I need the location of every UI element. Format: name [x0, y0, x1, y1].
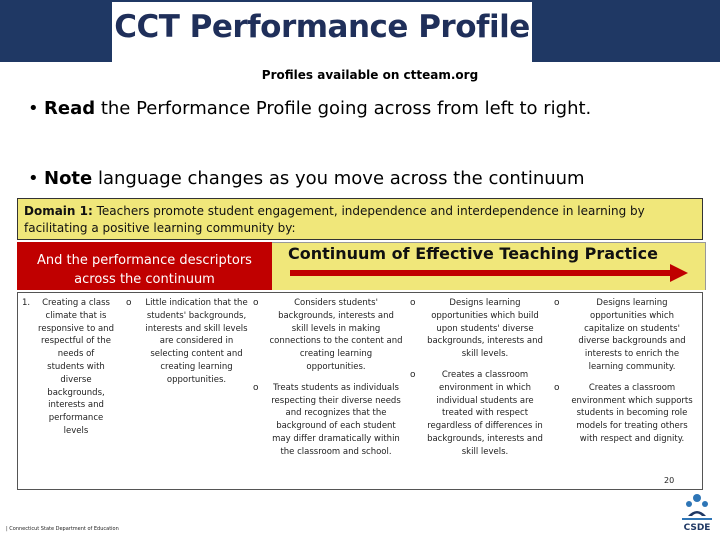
indicator-item [22, 297, 114, 438]
indicator-number: 1. [22, 298, 31, 308]
list-item-text: Little indication that the students' backgrounds, interests and skill levels are considered in selecting content and creating learning opportunities. [145, 298, 248, 385]
bullet-marker: o [126, 298, 132, 308]
bullet-marker: o [410, 369, 416, 380]
below-standard-column [126, 297, 251, 395]
bullet-marker: o [554, 382, 560, 393]
csde-logo-icon [678, 492, 716, 536]
bullet-dot-icon: • [28, 168, 39, 189]
bullet-rest: language changes as you move across the continuum [92, 168, 585, 189]
bullet-dot-icon: • [28, 98, 39, 119]
list-item-text: Designs learning opportunities which build upon students' diverse backgrounds, interests and skill levels. [427, 298, 543, 360]
developing-column [253, 297, 403, 467]
bullet-marker: o [410, 298, 416, 308]
exemplary-column [554, 297, 694, 454]
domain-box [17, 198, 703, 240]
list-item [410, 369, 544, 459]
bullet-marker: o [554, 298, 560, 308]
page-subtitle: Profiles available on ctteam.org [261, 68, 479, 82]
bullet-rest: the Performance Profile going across from left to right. [95, 98, 592, 119]
list-item [126, 297, 251, 387]
footer-text: | Connecticut State Department of Education [6, 526, 119, 532]
page-number: 20 [664, 476, 675, 485]
list-item [410, 297, 544, 361]
domain-label: Domain 1: [24, 204, 93, 218]
list-item [253, 297, 403, 374]
continuum-label: Continuum of Effective Teaching Practice [288, 244, 658, 263]
list-item-text: Creates a classroom environment which supports students in becoming role models for treating others with respect and dignity. [571, 382, 693, 444]
bullet-marker: o [253, 382, 259, 393]
performance-table [17, 292, 703, 490]
bullet-bold: Read [44, 98, 96, 119]
bullet-marker: o [253, 298, 259, 308]
list-item [253, 382, 403, 459]
list-item-text: Treats students as individuals respecting their diverse needs and recognizes that the background of each student may differ dramatically within the classroom and school. [271, 382, 401, 457]
list-item-text: Considers students' backgrounds, interests and skill levels in making connections to the content and creating learning opportunities. [269, 298, 403, 372]
indicator-column [22, 297, 114, 446]
list-item-text: Creates a classroom environment in which individual students are treated with respect regardless of differences in backgrounds, interests and skill levels. [427, 369, 543, 457]
domain-text: Teachers promote student engagement, independence and interdependence in learning by facilitating a positive learning community by: [24, 204, 645, 235]
bullet-text [44, 96, 684, 122]
svg-text:CSDE: CSDE [683, 523, 711, 533]
bullet-text [44, 166, 684, 192]
continuum-arrow-shaft [290, 270, 670, 276]
list-item [554, 297, 694, 374]
bullet-bold: Note [44, 168, 93, 189]
list-item-text: Designs learning opportunities which capitalize on students' diverse backgrounds and interests to enrich the learning community. [578, 298, 686, 372]
arrow-right-icon [670, 264, 688, 282]
descriptor-box: And the performance descriptors across the continuum [17, 242, 272, 290]
list-item [554, 382, 694, 446]
indicator-text: Creating a class climate that is responsive to and respectful of the needs of students with diverse backgrounds, interests and performance levels [38, 298, 114, 436]
proficient-column [410, 297, 544, 467]
page-title: CCT Performance Profile [114, 9, 530, 45]
